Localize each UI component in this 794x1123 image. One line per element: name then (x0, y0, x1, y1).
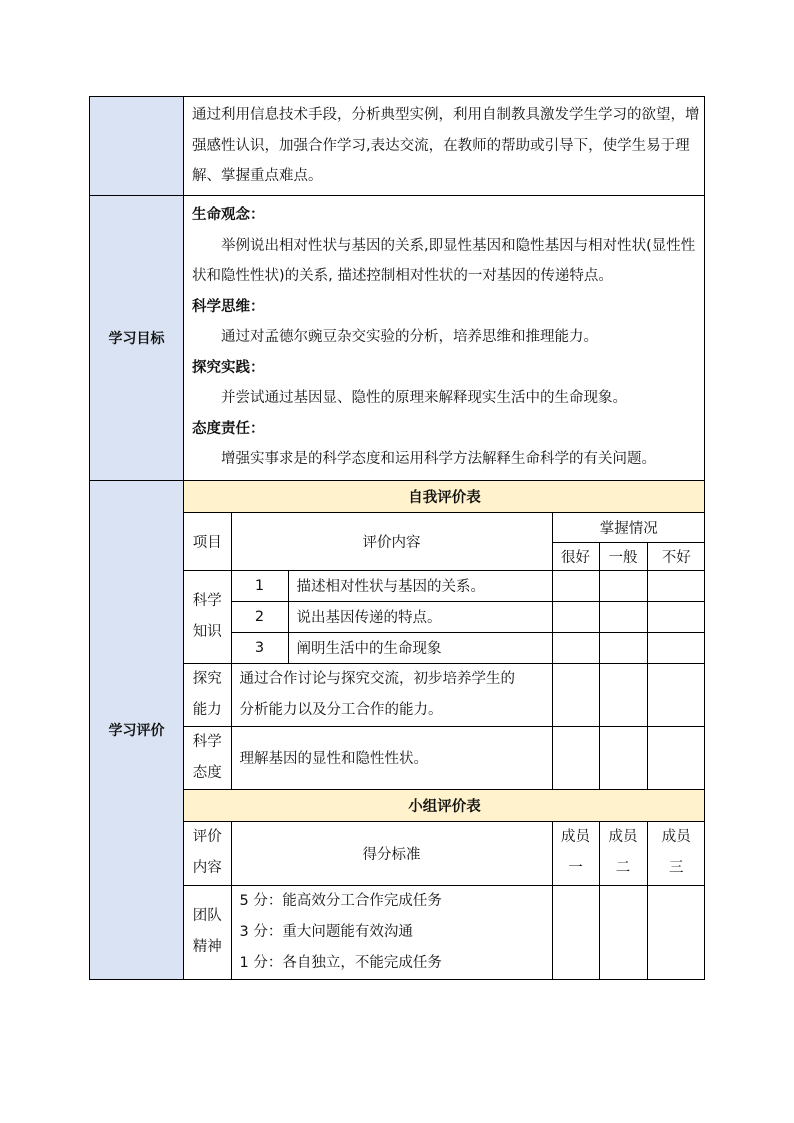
goal-body-attitude: 增强实事求是的科学态度和运用科学方法解释生命科学的有关问题。 (221, 451, 656, 468)
self-col-item: 项目 (184, 512, 231, 570)
row-text: 描述相对性状与基因的关系。 (288, 570, 552, 601)
score-cell (552, 601, 599, 632)
goal-heading-life: 生命观念： (192, 207, 265, 224)
goals-label: 学习目标 (90, 195, 184, 480)
ability-text (231, 663, 552, 726)
header-line: 三 (669, 860, 684, 876)
header-line: 内容 (192, 860, 222, 876)
category-line: 知识 (192, 623, 222, 640)
criteria-line: 1 分：各自独立，不能完成任务 (239, 954, 442, 971)
table-row (184, 663, 705, 726)
method-text (184, 97, 705, 196)
table-row (184, 821, 705, 885)
group-col-standard: 得分标准 (231, 821, 552, 885)
score-cell (552, 885, 599, 979)
row-text: 说出基因传递的特点。 (288, 601, 552, 632)
level-poor: 不好 (647, 542, 705, 570)
ability-line: 通过合作讨论与探究交流，初步培养学生的 (239, 670, 515, 687)
category-line: 能力 (192, 701, 222, 718)
team-category (184, 885, 231, 979)
category-line: 团队 (192, 908, 222, 924)
method-label-cell (90, 97, 184, 196)
score-cell (599, 632, 647, 663)
group-col-eval (184, 821, 231, 885)
method-paragraph: 通过利用信息技术手段，分析典型实例，利用自制教具激发学生学习的欲望，增强感性认识，加强合作学习,表达交流，在教师的帮助或引导下，使学生易于理解、掌握重点难点。 (192, 107, 700, 184)
category-line: 态度 (192, 764, 222, 781)
eval-inner-table (184, 481, 705, 979)
criteria-line: 5 分：能高效分工合作完成任务 (239, 892, 442, 909)
score-cell (599, 663, 647, 726)
table-row (184, 885, 705, 979)
goal-heading-attitude: 态度责任： (192, 420, 265, 437)
row-text: 阐明生活中的生命现象 (288, 632, 552, 663)
category-line: 科学 (192, 592, 222, 609)
member-three-header (647, 821, 705, 885)
goal-body-thinking: 通过对孟德尔豌豆杂交实验的分析，培养思维和推理能力。 (221, 329, 598, 346)
row-number: 2 (231, 601, 288, 632)
table-row (184, 632, 705, 663)
score-cell (552, 632, 599, 663)
header-line: 成员 (608, 829, 638, 845)
knowledge-category (184, 570, 231, 663)
eval-row (90, 480, 705, 979)
level-average: 一般 (599, 542, 647, 570)
self-col-content: 评价内容 (231, 512, 552, 570)
attitude-text: 理解基因的显性和隐性性状。 (231, 726, 552, 789)
goals-row (90, 195, 705, 480)
goal-heading-thinking: 科学思维： (192, 298, 265, 315)
score-cell (647, 601, 705, 632)
score-cell (552, 570, 599, 601)
score-cell (599, 601, 647, 632)
lesson-plan-table (89, 96, 705, 980)
ability-line: 分析能力以及分工合作的能力。 (239, 701, 443, 718)
self-eval-title: 自我评价表 (184, 481, 705, 513)
goals-content (184, 195, 705, 480)
score-cell (647, 570, 705, 601)
document-page (89, 96, 704, 980)
score-cell (599, 726, 647, 789)
header-line: 成员 (661, 829, 691, 845)
table-row (184, 601, 705, 632)
row-number: 1 (231, 570, 288, 601)
score-cell (647, 726, 705, 789)
member-one-header (552, 821, 599, 885)
team-criteria (231, 885, 552, 979)
eval-content (184, 480, 705, 979)
table-row (184, 570, 705, 601)
ability-category (184, 663, 231, 726)
header-line: 成员 (561, 829, 590, 845)
table-row (184, 726, 705, 789)
eval-label: 学习评价 (90, 480, 184, 979)
self-col-mastery: 掌握情况 (552, 512, 705, 542)
score-cell (647, 632, 705, 663)
category-line: 精神 (192, 939, 222, 955)
score-cell (599, 885, 647, 979)
attitude-category (184, 726, 231, 789)
score-cell (647, 885, 705, 979)
row-number: 3 (231, 632, 288, 663)
category-line: 科学 (192, 733, 222, 750)
group-eval-title: 小组评价表 (184, 789, 705, 821)
score-cell (647, 663, 705, 726)
score-cell (552, 663, 599, 726)
header-line: 二 (615, 860, 631, 876)
goal-body-practice: 并尝试通过基因显、隐性的原理来解释现实生活中的生命现象。 (221, 390, 627, 407)
header-line: 评价 (192, 829, 222, 845)
score-cell (599, 570, 647, 601)
level-very-good: 很好 (552, 542, 599, 570)
category-line: 探究 (192, 670, 222, 687)
goal-body-life: 举例说出相对性状与基因的关系,即显性基因和隐性基因与相对性状(显性性状和隐性性状)的关系, 描述控制相对性状的一对基因的传递特点。 (192, 237, 696, 285)
score-cell (552, 726, 599, 789)
method-row (90, 97, 705, 196)
goal-heading-practice: 探究实践： (192, 359, 265, 376)
member-two-header (599, 821, 647, 885)
header-line: 一 (568, 860, 583, 876)
criteria-line: 3 分：重大问题能有效沟通 (239, 923, 413, 940)
